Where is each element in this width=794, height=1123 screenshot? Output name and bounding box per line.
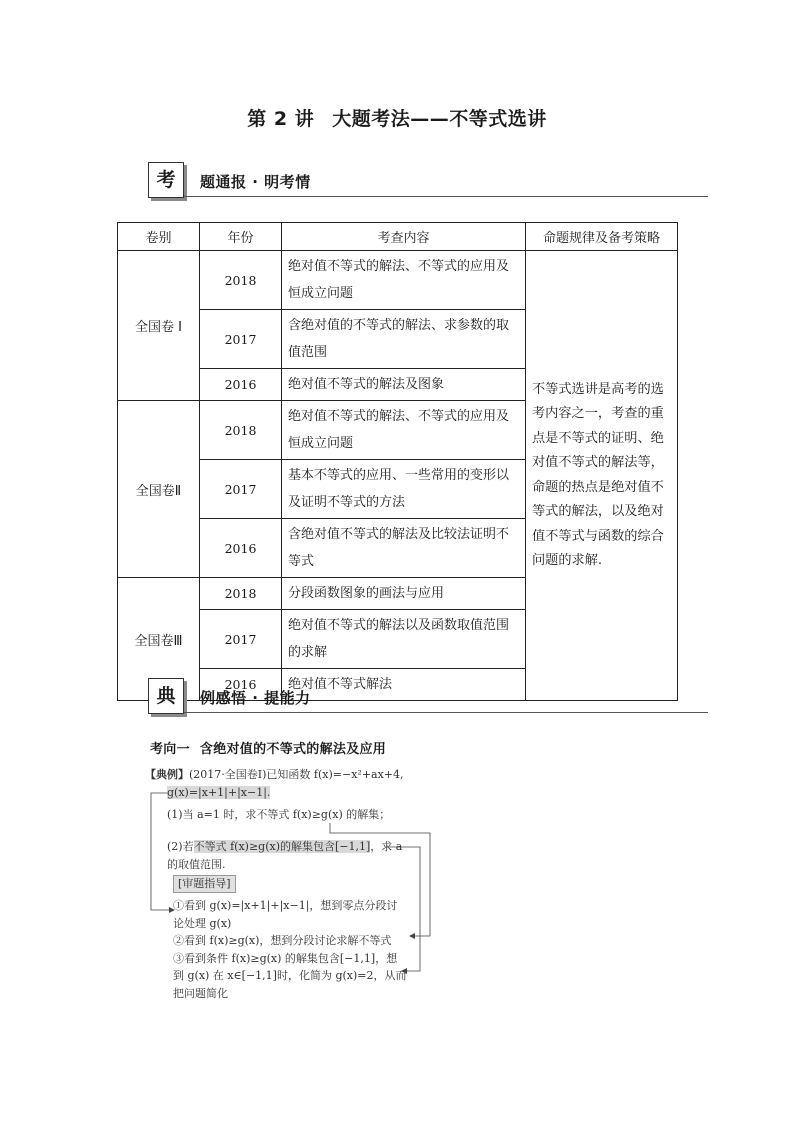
table-row <box>118 251 678 310</box>
guide-point-2: ②看到 f(x)≥g(x)，想到分段讨论求解不等式 <box>173 934 392 947</box>
header-paper: 卷别 <box>118 223 200 251</box>
year-cell: 2016 <box>200 369 282 401</box>
year-cell: 2016 <box>200 519 282 578</box>
content-cell: 含绝对值不等式的解法及比较法证明不等式 <box>282 519 526 578</box>
section-header-examples <box>148 678 708 718</box>
review-guide-label: [审题指导] <box>173 875 236 893</box>
section-label: 题通报 · 明考情 <box>200 173 311 191</box>
arrowhead-2 <box>409 933 415 939</box>
section-header-exam-info <box>148 162 708 202</box>
section-label: 例感悟 · 提能力 <box>200 689 311 707</box>
year-cell: 2018 <box>200 401 282 460</box>
content-cell: 分段函数图象的画法与应用 <box>282 578 526 610</box>
year-cell: 2017 <box>200 310 282 369</box>
example-line-1: 【典例】(2017·全国卷Ⅰ)已知函数 f(x)=−x²+ax+4, <box>145 768 404 781</box>
year-cell: 2016 <box>200 669 282 701</box>
direction-number: 考向一 <box>150 742 190 757</box>
year-cell: 2017 <box>200 610 282 669</box>
strategy-cell: 不等式选讲是高考的选考内容之一，考查的重点是不等式的证明、绝对值不等式的解法等，命题的热点是绝对值不等式的解法，以及绝对值不等式与函数的综合问题的求解. <box>526 251 678 701</box>
guide-point-3-end: 把问题简化 <box>173 987 228 1000</box>
guide-point-3: ③看到条件 f(x)≥g(x) 的解集包含[−1,1]，想 <box>173 952 398 965</box>
paper-name: 全国卷Ⅲ <box>118 578 200 701</box>
direction-title: 含绝对值的不等式的解法及应用 <box>199 742 387 757</box>
lecture-topic: 大题考法——不等式选讲 <box>332 108 547 130</box>
section-divider <box>184 712 708 713</box>
content-cell: 含绝对值的不等式的解法、求参数的取值范围 <box>282 310 526 369</box>
example-figure <box>145 764 435 1004</box>
content-cell: 绝对值不等式的解法、不等式的应用及恒成立问题 <box>282 401 526 460</box>
content-cell: 基本不等式的应用、一些常用的变形以及证明不等式的方法 <box>282 460 526 519</box>
header-year: 年份 <box>200 223 282 251</box>
content-cell: 绝对值不等式的解法、不等式的应用及恒成立问题 <box>282 251 526 310</box>
paper-name: 全国卷 I <box>118 251 200 401</box>
page-title <box>0 104 794 131</box>
year-cell: 2018 <box>200 578 282 610</box>
section-divider <box>184 196 708 197</box>
example-part-2-cont: 的取值范围. <box>167 858 226 871</box>
paper-name: 全国卷Ⅱ <box>118 401 200 578</box>
example-part-1: (1)当 a=1 时，求不等式 f(x)≥g(x) 的解集； <box>167 808 391 821</box>
lecture-number: 第 2 讲 <box>247 108 315 130</box>
header-content: 考查内容 <box>282 223 526 251</box>
header-strategy: 命题规律及备考策略 <box>526 223 678 251</box>
guide-point-1: ①看到 g(x)=|x+1|+|x−1|，想到零点分段讨 <box>173 899 398 912</box>
content-cell: 绝对值不等式的解法及图象 <box>282 369 526 401</box>
guide-point-1-cont: 论处理 g(x) <box>173 917 232 930</box>
example-tag: 【典例】 <box>145 768 189 781</box>
year-cell: 2018 <box>200 251 282 310</box>
topic-direction <box>150 738 386 757</box>
guide-point-3-cont: 到 g(x) 在 x∈[−1,1]时，化简为 g(x)=2，从而 <box>173 969 407 982</box>
example-part-2: (2)若不等式 f(x)≥g(x)的解集包含[−1,1]，求 a <box>167 840 403 853</box>
content-cell: 绝对值不等式的解法以及函数取值范围的求解 <box>282 610 526 669</box>
table-header-row <box>118 223 678 251</box>
exam-info-table <box>117 222 678 701</box>
content-cell: 绝对值不等式解法 <box>282 669 526 701</box>
year-cell: 2017 <box>200 460 282 519</box>
example-line-2: g(x)=|x+1|+|x−1|. <box>167 786 271 799</box>
section-badge: 典 <box>148 678 184 714</box>
section-badge: 考 <box>148 162 184 198</box>
